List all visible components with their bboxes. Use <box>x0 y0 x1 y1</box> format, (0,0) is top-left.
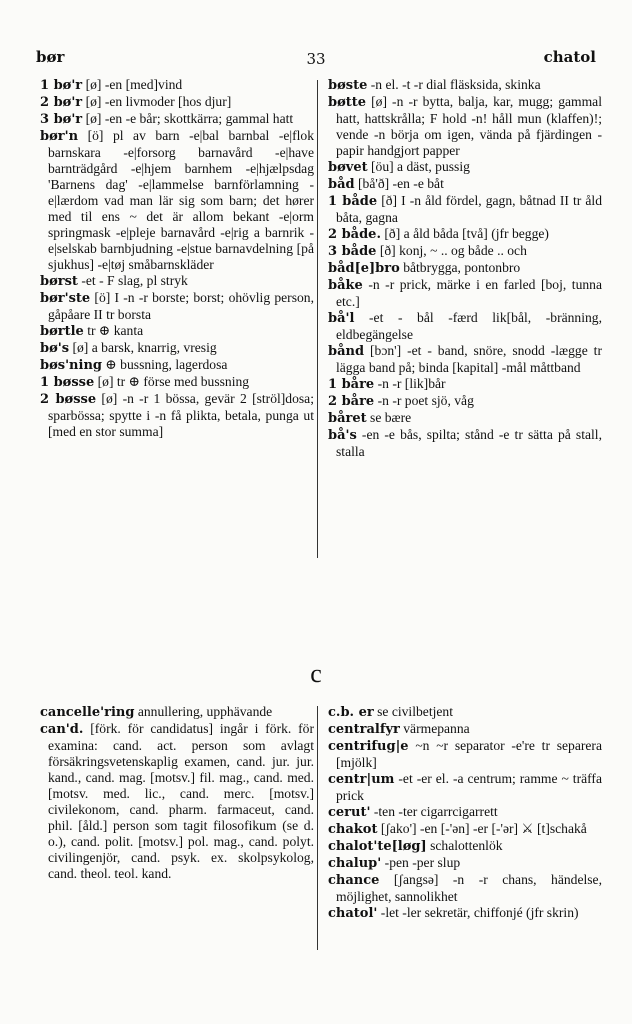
entry-headword: bøtte <box>328 95 367 110</box>
entry-definition: [ð] konj, ~ .. og både .. och <box>376 243 527 258</box>
entry-definition: [ø] -n -r bytta, balja, kar, mugg; gammal hatt, hattskrålla; F hold -n! håll mun (klaffen)!; vende -n börja om igen, vända på fjärdingen -papir handgjort papper <box>336 94 602 158</box>
dictionary-entry <box>328 872 602 905</box>
entry-headword: 3 bø'r <box>40 112 83 127</box>
entry-definition: -n el. -t -r dial fläsksida, skinka <box>367 77 541 92</box>
dictionary-entry <box>40 273 314 290</box>
entry-definition: [bå'ð] -en -e båt <box>354 176 444 191</box>
entry-headword: bå'l <box>328 311 355 326</box>
entry-headword: 2 bø'r <box>40 95 83 110</box>
entry-definition: annullering, upphävande <box>134 704 273 719</box>
page-number: 33 <box>306 50 326 68</box>
entry-headword: 1 bøsse <box>40 375 95 390</box>
dictionary-entry <box>328 410 602 427</box>
dictionary-entry <box>40 357 314 374</box>
entry-headword: can'd. <box>40 722 84 737</box>
dictionary-entry <box>40 391 314 440</box>
dictionary-entry <box>328 905 602 922</box>
entry-headword: bø's <box>40 341 70 356</box>
entry-headword: chance <box>328 873 380 888</box>
dictionary-entry <box>40 111 314 128</box>
dictionary-entry <box>328 277 602 310</box>
dictionary-entry <box>328 427 602 460</box>
entry-headword: c.b. er <box>328 705 374 720</box>
entry-definition: [öu] a däst, pussig <box>367 159 470 174</box>
dictionary-entry <box>328 226 602 243</box>
entry-headword: bøs'ning <box>40 358 102 373</box>
entry-definition: [bɔn'] -et - band, snöre, snodd -lægge tr lägga band på; binda [kapital] -mål måttband <box>336 343 602 375</box>
entry-definition: se civilbetjent <box>373 704 453 719</box>
dictionary-entry <box>40 290 314 323</box>
entry-definition: -et - F slag, pl stryk <box>77 273 188 288</box>
dictionary-entry <box>328 176 602 193</box>
dictionary-entry <box>40 77 314 94</box>
entry-definition: [ø] -n -r 1 bössa, gevär 2 [ströl]dosa; sparbössa; spytte i -n få plikta, betala, punga ut [med en stor summa] <box>48 391 314 439</box>
entry-headword: bøvet <box>328 160 368 175</box>
entry-definition: [ð] I -n åld fördel, gagn, båtnad II tr åld båta, gagna <box>336 193 602 225</box>
column-divider <box>317 80 318 558</box>
dictionary-entry <box>328 343 602 376</box>
column-bottom-right <box>328 704 602 922</box>
dictionary-entry <box>328 704 602 721</box>
entry-headword: båret <box>328 411 367 426</box>
entry-headword: 1 både <box>328 194 378 209</box>
entry-definition: -pen -per slup <box>381 855 461 870</box>
column-bottom-left <box>40 704 314 882</box>
entry-headword: chalot'te[løg] <box>328 839 427 854</box>
entry-definition: [ʃako'] -en [-'ən] -er [-'ər] ⚔ [t]schakå <box>377 821 587 836</box>
entry-headword: bør'n <box>40 129 79 144</box>
entry-headword: 1 bø'r <box>40 78 83 93</box>
dictionary-entry <box>40 340 314 357</box>
entry-definition: [ö] I -n -r borste; borst; ohövlig person, gåpåare II tr borsta <box>48 290 314 322</box>
entry-definition: [ø] a barsk, knarrig, vresig <box>69 340 217 355</box>
dictionary-entry <box>328 855 602 872</box>
dictionary-entry <box>40 128 314 273</box>
dictionary-entry <box>328 721 602 738</box>
entry-headword: 1 båre <box>328 377 375 392</box>
entry-definition: [ð] a åld båda [två] (jfr begge) <box>380 226 549 241</box>
entry-definition: -et - bål -færd lik[bål, -bränning, eldbegängelse <box>336 310 602 342</box>
entry-definition: [ʃangsə] -n -r chans, händelse, möjlighet, sannolikhet <box>336 872 602 904</box>
dictionary-entry <box>328 159 602 176</box>
entry-headword: 2 både. <box>328 227 381 242</box>
dictionary-entry <box>328 260 602 277</box>
column-top-right <box>328 77 602 460</box>
entry-definition: se bære <box>366 410 412 425</box>
entry-definition: [ø] tr ⊕ förse med bussning <box>94 374 250 389</box>
dictionary-entry <box>328 77 602 94</box>
entry-definition: schalottenlök <box>426 838 503 853</box>
entry-headword: båd <box>328 177 355 192</box>
dictionary-entry <box>40 704 314 721</box>
entry-headword: chatol' <box>328 906 378 921</box>
entry-definition: tr ⊕ kanta <box>83 323 144 338</box>
entry-headword: cancelle'ring <box>40 705 135 720</box>
entry-headword: 2 båre <box>328 394 375 409</box>
entry-headword: 2 bøsse <box>40 392 97 407</box>
entry-headword: cerut' <box>328 805 371 820</box>
entry-definition: [förk. för candidatus] ingår i förk. för examina: cand. act. person som avlagt försäkringsvetenskaplig examen, cand. jur. jur. kand., cand. mag. [motsv.] fil. mag., cand. med. [motsv. med. lic., cand. merc. [motsv.] civilekonom, cand. pharm. farmaceut, cand. phil. [åld.] person som tagit filosofikum (se d. o.), cand. polit. [motsv.] pol. mag., cand. polyt. civilingenjör, cand. psyk. ex. skolpsykolog, cand. theol. teol. kand. <box>48 721 314 881</box>
column-divider <box>317 706 318 950</box>
dictionary-entry <box>328 804 602 821</box>
entry-definition: -et -er el. -a centrum; ramme ~ träffa prick <box>336 771 602 803</box>
entry-headword: centr|um <box>328 772 395 787</box>
entry-headword: chalup' <box>328 856 382 871</box>
entry-headword: børst <box>40 274 78 289</box>
entry-definition: värmepanna <box>399 721 470 736</box>
entry-headword: 3 både <box>328 244 377 259</box>
entry-headword: båd[e]bro <box>328 261 400 276</box>
entry-definition: [ø] -en -e bår; skottkärra; gammal hatt <box>82 111 294 126</box>
entry-headword: bøste <box>328 78 368 93</box>
entry-definition: [ø] -en livmoder [hos djur] <box>82 94 232 109</box>
entry-headword: båke <box>328 278 363 293</box>
dictionary-entry <box>328 94 602 159</box>
section-letter: c <box>310 659 322 688</box>
entry-definition: -let -ler sekretär, chiffonjé (jfr skrin) <box>377 905 579 920</box>
running-head-left: bør <box>36 48 65 66</box>
entry-definition: [ö] pl av barn -e|bal barnbal -e|flok barnskara -e|forsorg barnavård -e|have barnträdgård -e|hjem barnhem -e|hjælpsdag 'Barnens dag' -e|lammelse barnförlamning -e|lærdom vad man lär sig som barn; det hører med til ens ~ det är allom bekant -e|orm springmask -e|pleje barnavård -e|rig a barnrik -e|selskab barnbjudning -e|stue barnavdelning [på sjukhus] -e|tøj småbarnskläder <box>48 128 314 272</box>
entry-definition: [ø] -en [med]vind <box>82 77 183 92</box>
dictionary-entry <box>328 243 602 260</box>
entry-definition: -n -r prick, märke i en farled [boj, tunna etc.] <box>336 277 602 309</box>
dictionary-entry <box>40 94 314 111</box>
dictionary-entry <box>40 323 314 340</box>
dictionary-entry <box>328 821 602 838</box>
dictionary-entry <box>328 193 602 226</box>
column-top-left <box>40 77 314 440</box>
running-head-right: chatol <box>543 48 596 66</box>
entry-headword: bør'ste <box>40 291 91 306</box>
entry-headword: bå's <box>328 428 357 443</box>
dictionary-entry <box>328 393 602 410</box>
entry-headword: chakot <box>328 822 378 837</box>
entry-definition: -n -r [lik]bår <box>374 376 446 391</box>
entry-definition: båtbrygga, pontonbro <box>399 260 521 275</box>
entry-definition: -en -e bås, spilta; stånd -e tr sätta på stall, stalla <box>336 427 602 459</box>
entry-definition: -ten -ter cigarrcigarrett <box>370 804 498 819</box>
entry-headword: centrifug|e <box>328 739 409 754</box>
entry-headword: bånd <box>328 344 365 359</box>
dictionary-entry <box>40 721 314 882</box>
entry-definition: ⊕ bussning, lagerdosa <box>102 357 228 372</box>
entry-definition: ~n ~r separator -e're tr separera [mjölk] <box>336 738 602 770</box>
dictionary-entry <box>328 838 602 855</box>
dictionary-entry <box>40 374 314 391</box>
dictionary-entry <box>328 738 602 771</box>
entry-headword: børtle <box>40 324 84 339</box>
dictionary-entry <box>328 310 602 343</box>
dictionary-entry <box>328 376 602 393</box>
entry-headword: centralfyr <box>328 722 400 737</box>
entry-definition: -n -r poet sjö, våg <box>374 393 474 408</box>
dictionary-entry <box>328 771 602 804</box>
